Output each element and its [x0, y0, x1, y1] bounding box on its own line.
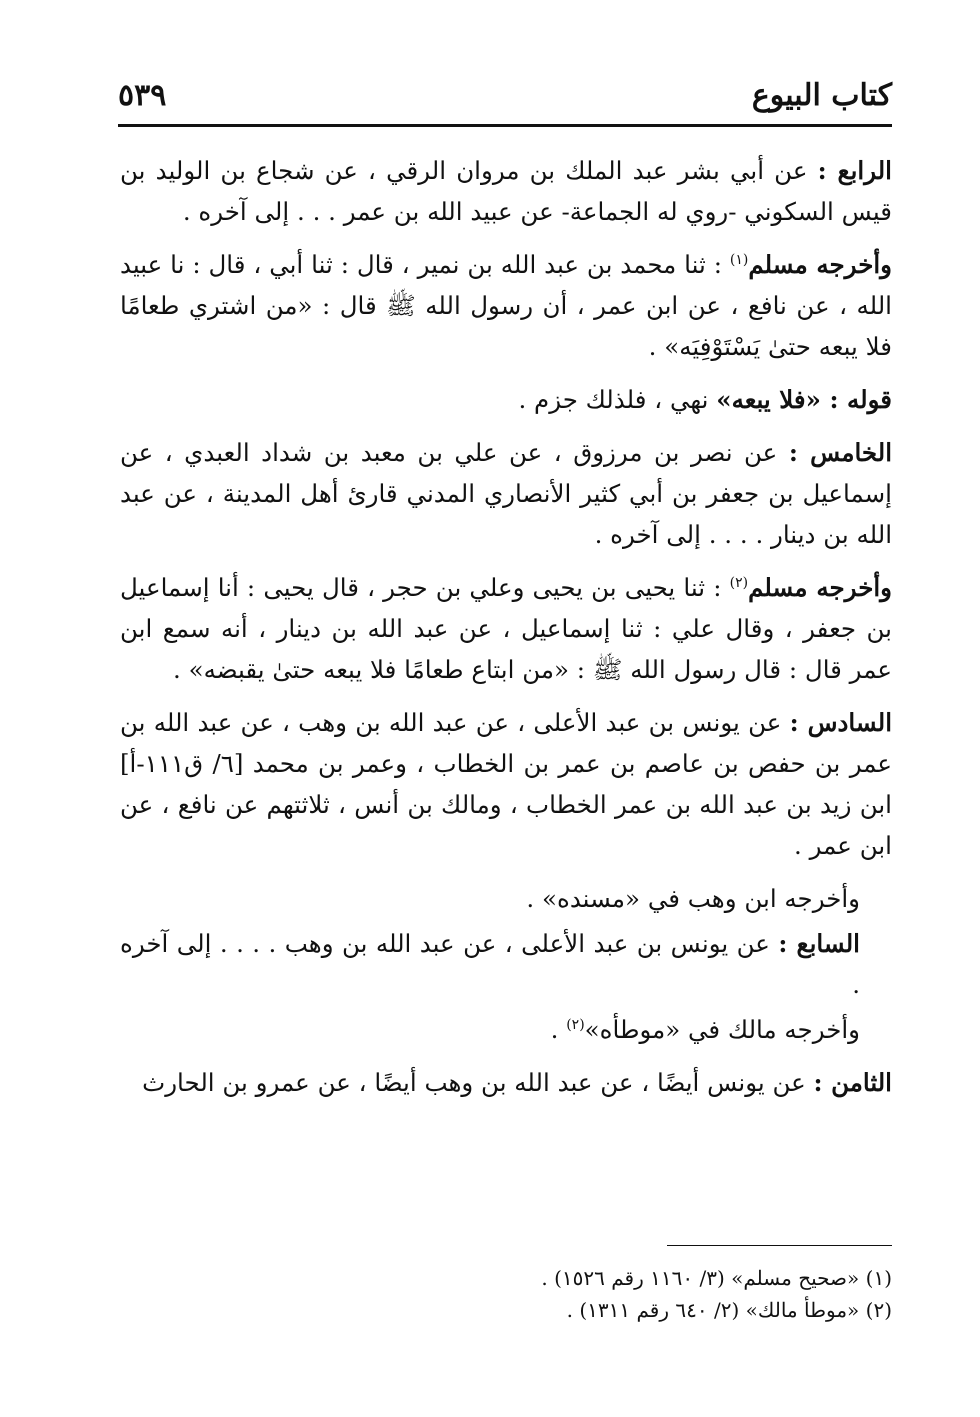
paragraph-lead: السابع :	[778, 929, 860, 958]
paragraph-lead: قوله : «فلا يبعه»	[716, 385, 892, 414]
paragraph	[120, 379, 892, 420]
paragraph-text: وأخرجه مالك في «موطأه»	[584, 1015, 860, 1044]
footnote: (٢) «موطأ مالك» (٢/ ٦٤٠ رقم ١٣١١) .	[566, 1298, 892, 1322]
paragraph	[120, 432, 892, 555]
paragraph-lead: الرابع :	[817, 156, 892, 185]
paragraph-lead: السادس :	[789, 708, 893, 737]
paragraph-text-end: .	[550, 1015, 567, 1044]
paragraph-text: عن أبي بشر عبد الملك بن مروان الرقي ، عن شجاع بن الوليد بن قيس السكوني -روي له الجماعة- عن عبيد الله بن عمر . . . إلى آخره .	[120, 156, 892, 226]
main-text	[120, 150, 892, 1115]
paragraph	[120, 923, 892, 1005]
paragraph	[120, 878, 892, 919]
footnote-ref: (٢)	[729, 574, 749, 591]
footnote-separator	[667, 1245, 892, 1246]
paragraph-text: وأخرجه ابن وهب في «مسنده» .	[526, 884, 860, 913]
paragraph-text: : ثنا يحيى بن يحيى وعلي بن حجر ، قال يحيى : أنا إسماعيل بن جعفر ، وقال علي : ثنا إسماعيل ، عن عبد الله بن دينار ، أنه سمع ابن عمر قال : قال رسول الله ﷺ : «من ابتاع طعامًا فلا يبعه حتىٰ يقبضه» .	[120, 573, 892, 684]
paragraph	[120, 702, 892, 866]
paragraph	[120, 1062, 892, 1103]
paragraph	[120, 150, 892, 232]
paragraph-text: عن يونس أيضًا ، عن عبد الله بن وهب أيضًا ، عن عمرو بن الحارث	[142, 1068, 814, 1097]
paragraph	[120, 244, 892, 367]
chapter-title: كتاب البيوع	[751, 78, 892, 113]
paragraph	[120, 1009, 892, 1050]
paragraph-lead: وأخرجه مسلم	[748, 573, 892, 602]
paragraph-text: : ثنا محمد بن عبد الله بن نمير ، قال : ثنا أبي ، قال : نا عبيد الله ، عن نافع ، عن ابن عمر ، أن رسول الله ﷺ قال : «من اشتري طعامًا فلا يبعه حتىٰ يَسْتَوْفِيَه» .	[120, 250, 892, 361]
paragraph-text: نهي ، فلذلك جزم .	[518, 385, 717, 414]
paragraph-text: عن نصر بن مرزوق ، عن علي بن معبد بن شداد العبدي ، عن إسماعيل بن جعفر بن أبي كثير الأنصاري المدني قارئ أهل المدينة ، عن عبد الله بن دينار . . . . إلى آخره .	[120, 438, 892, 549]
footnote: (١) «صحيح مسلم» (٣/ ١١٦٠ رقم ١٥٢٦) .	[541, 1266, 892, 1290]
paragraph	[120, 567, 892, 690]
paragraph-text: عن يونس بن عبد الأعلى ، عن عبد الله بن وهب ، عن عبد الله بن عمر بن حفص بن عاصم بن عمر بن الخطاب ، وعمر بن محمد [٦/ ق١١١-أ] ابن زيد بن عبد الله بن عمر الخطاب ، ومالك بن أنس ، ثلاثتهم عن نافع ، عن ابن عمر .	[120, 708, 892, 860]
page-number: ٥٣٩	[118, 78, 167, 113]
paragraph-lead: الخامس :	[788, 438, 893, 467]
footnotes	[120, 1262, 892, 1326]
running-header	[118, 76, 892, 127]
paragraph-text: عن يونس بن عبد الأعلى ، عن عبد الله بن وهب . . . . إلى آخره .	[120, 929, 860, 999]
footnote-ref: (٢)	[566, 1016, 585, 1033]
footnote-ref: (١)	[729, 251, 749, 268]
paragraph-lead: الثامن :	[813, 1068, 892, 1097]
paragraph-lead: وأخرجه مسلم	[748, 250, 892, 279]
